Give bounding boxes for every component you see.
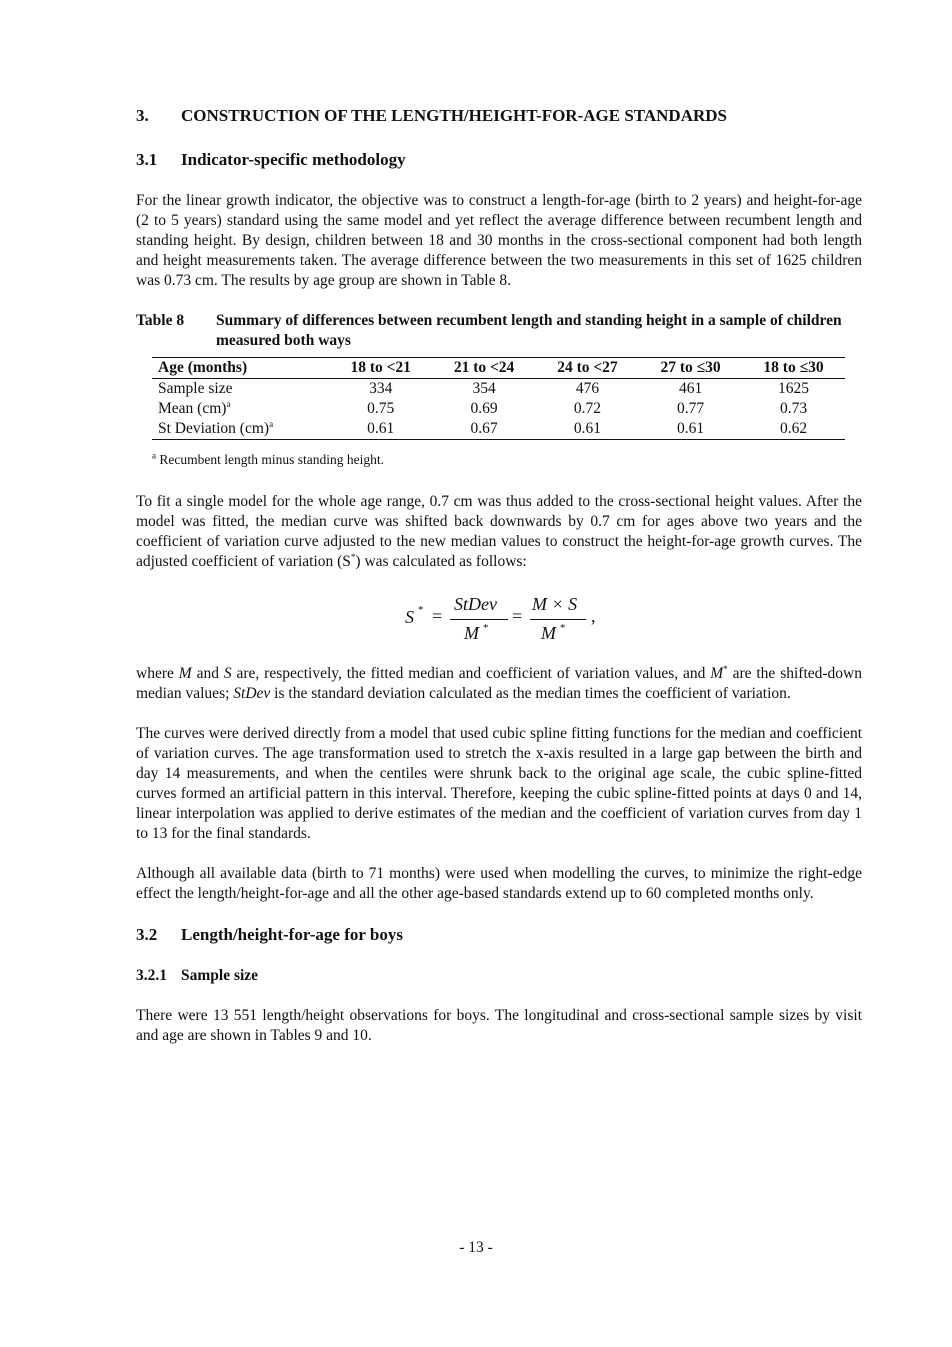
row-label-cell bbox=[152, 419, 329, 440]
table-column-header: 18 to <21 bbox=[329, 358, 432, 379]
row-label-cell bbox=[152, 379, 329, 400]
paragraph-2-end: ) was calculated as follows: bbox=[355, 553, 527, 570]
formula-fraction-line-2 bbox=[530, 619, 586, 620]
row-label-sup: a bbox=[226, 398, 231, 409]
table-cell: 0.61 bbox=[329, 419, 432, 440]
table-row bbox=[152, 419, 845, 440]
table-cell: 0.62 bbox=[742, 419, 845, 440]
subsubsection-number: 3.2.1 bbox=[136, 967, 167, 984]
table-cell: 0.72 bbox=[573, 400, 601, 417]
table-cell: 0.67 bbox=[432, 419, 535, 440]
table-cell: 334 bbox=[369, 380, 393, 397]
subsection-heading-3-1 bbox=[136, 149, 862, 171]
table-8 bbox=[152, 357, 845, 440]
paragraph-6: There were 13 551 length/height observations for boys. The longitudinal and cross-sectional sample sizes by visit and age are shown in Tables 9 and 10. bbox=[136, 1007, 862, 1044]
paragraph-5: Although all available data (birth to 71 months) were used when modelling the curves, to minimize the right-edge effect the length/height-for-age and all the other age-based standards extend up to 60 completed months only. bbox=[136, 865, 862, 902]
subsection-heading-3-2 bbox=[136, 924, 862, 946]
table-cell: 476 bbox=[575, 380, 600, 397]
p3-var-stdev: StDev bbox=[233, 685, 271, 702]
table-cell: 0.61 bbox=[536, 419, 639, 440]
p3-text-1: where bbox=[136, 665, 179, 682]
formula-fraction-line-1 bbox=[450, 619, 508, 620]
table-cell: 0.61 bbox=[639, 419, 742, 440]
row-label: Sample size bbox=[158, 380, 233, 397]
p3-var-m-star: M bbox=[710, 665, 724, 682]
table-caption-text: Summary of differences between recumbent length and standing height in a sample of children measured both ways bbox=[216, 312, 842, 349]
table-cell: 0.77 bbox=[677, 400, 705, 417]
table-cell: 354 bbox=[472, 380, 496, 397]
formula-eq-1: = bbox=[432, 606, 443, 626]
table-header-label: Age (months) bbox=[152, 358, 329, 379]
table-label: Table 8 bbox=[136, 312, 185, 329]
table-header-row bbox=[152, 358, 845, 379]
footnote-mark: a bbox=[152, 450, 156, 461]
table-column-header: 18 to ≤30 bbox=[742, 358, 845, 379]
p3-var-m: M bbox=[178, 665, 192, 682]
row-label-cell bbox=[152, 399, 329, 419]
footnote-text: Recumbent length minus standing height. bbox=[159, 452, 384, 467]
paragraph-2 bbox=[136, 492, 862, 572]
row-label: St Deviation (cm) bbox=[158, 420, 270, 437]
paragraph-2-sup: * bbox=[350, 551, 356, 562]
formula-lhs-star: * bbox=[418, 604, 424, 616]
p3-text-3: are, respectively, the fitted median and coefficient of variation values, and bbox=[231, 665, 711, 682]
p3-text-2: and bbox=[191, 665, 224, 682]
table-caption bbox=[136, 311, 862, 351]
formula-comma: , bbox=[591, 606, 596, 626]
formula bbox=[136, 592, 862, 652]
subsubsection-title: Sample size bbox=[181, 967, 259, 984]
table-cell: 0.73 bbox=[779, 400, 808, 417]
formula-den-2-star: * bbox=[560, 622, 566, 634]
paragraph-1: For the linear growth indicator, the objective was to construct a length-for-age (birth to 2 years) and height-for-age (2 to 5 years) standard using the same model and yet reflect the average difference between recumbent length and standing height. By design, children between 18 and 30 months in the cross-sectional component had both length and height measurements taken. The average difference between the two measurements in this set of 1625 children was 0.73 cm. The results by age group are shown in Table 8. bbox=[136, 192, 862, 289]
p3-text-5: is the standard deviation calculated as the median times the coefficient of variation. bbox=[270, 685, 791, 702]
table-cell: 0.69 bbox=[470, 400, 498, 417]
subsection-number: 3.1 bbox=[136, 150, 158, 169]
table-column-header: 21 to <24 bbox=[432, 358, 535, 379]
row-label: Mean (cm) bbox=[158, 400, 227, 417]
formula-num-1: StDev bbox=[454, 594, 497, 614]
section-title: CONSTRUCTION OF THE LENGTH/HEIGHT-FOR-AGE STANDARDS bbox=[181, 106, 727, 125]
table-cell: 0.75 bbox=[367, 400, 395, 417]
formula-eq-2: = bbox=[512, 606, 523, 626]
document-page bbox=[136, 105, 862, 1066]
formula-num-2: M × S bbox=[532, 594, 578, 614]
subsection-title: Indicator-specific methodology bbox=[181, 150, 406, 169]
subsection-heading-3-2-1 bbox=[136, 966, 862, 986]
formula-lhs: S bbox=[405, 607, 414, 627]
row-label-sup: a bbox=[269, 418, 274, 429]
formula-den-2: M bbox=[541, 623, 556, 643]
paragraph-2-text: To fit a single model for the whole age range, 0.7 cm was thus added to the cross-sectional height values. After the model was fitted, the median curve was shifted back downwards by 0.7 cm for ages above two years and the coefficient of variation curve adjusted to the new median values to construct the height-for-age growth curves. The adjusted coefficient of variation (S bbox=[136, 493, 862, 570]
table-row bbox=[152, 379, 845, 400]
section-heading bbox=[136, 105, 862, 127]
table-column-header: 27 to ≤30 bbox=[639, 358, 742, 379]
formula-den-1: M bbox=[464, 623, 479, 643]
p3-sup: * bbox=[723, 663, 728, 674]
table-footnote bbox=[152, 450, 862, 470]
table-cell: 1625 bbox=[778, 380, 810, 397]
formula-den-1-star: * bbox=[483, 622, 489, 634]
table-row bbox=[152, 399, 845, 419]
paragraph-3 bbox=[136, 664, 862, 704]
subsection-number: 3.2 bbox=[136, 925, 158, 944]
subsection-title: Length/height-for-age for boys bbox=[181, 925, 403, 944]
section-number: 3. bbox=[136, 106, 149, 125]
table-cell: 461 bbox=[678, 380, 703, 397]
p3-var-s: S bbox=[223, 665, 232, 682]
paragraph-4: The curves were derived directly from a model that used cubic spline fitting functions for the median and coefficient of variation curves. The age transformation used to stretch the x-axis resulted in a large gap between the birth and day 14 measurements, and when the centiles were shrunk back to the original age scale, the cubic spline-fitted curves formed an artificial pattern in this interval. Therefore, keeping the cubic spline-fitted points at days 0 and 14, linear interpolation was applied to derive estimates of the median and the coefficient of variation curves from day 1 to 13 for the final standards. bbox=[136, 725, 862, 842]
p3-text-4: are the shifted-down median values; bbox=[136, 665, 862, 702]
page-number: - 13 - bbox=[459, 1239, 493, 1256]
table-column-header: 24 to <27 bbox=[536, 358, 639, 379]
